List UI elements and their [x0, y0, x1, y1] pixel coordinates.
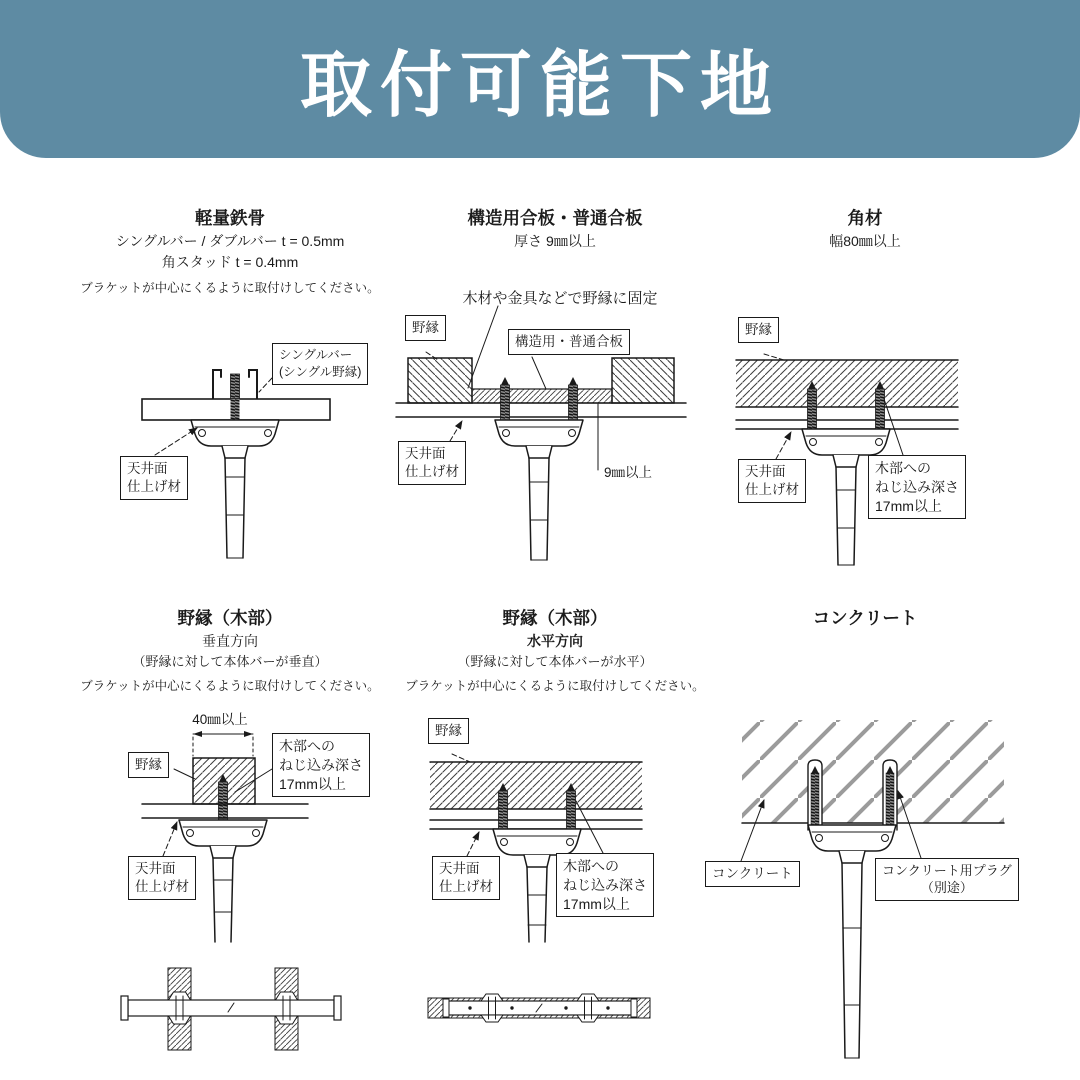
concrete-hatch	[742, 720, 1004, 823]
dimension-40mm: 40㎜以上	[192, 712, 248, 727]
panel-spec: シングルバー / ダブルバー t = 0.5mm	[115, 233, 345, 249]
page-title: 取付可能下地	[299, 46, 780, 126]
hanging-rod	[529, 458, 549, 560]
label-screw-depth: 木部への ねじ込み深さ 17mm以上	[272, 733, 370, 797]
label-concrete: コンクリート	[705, 861, 800, 887]
hanging-rod	[213, 858, 233, 942]
hanging-rod	[225, 458, 245, 558]
panel-direction: 垂直方向	[202, 633, 258, 649]
joist-beam	[430, 762, 642, 809]
hanging-rod	[527, 867, 547, 942]
panel-direction: 水平方向	[527, 633, 583, 649]
body-bar	[446, 1001, 634, 1015]
label-nobuchi: 野縁	[405, 315, 446, 341]
label-ceiling-finish: 天井面 仕上げ材	[398, 441, 466, 485]
panel-title: 軽量鉄骨	[195, 208, 265, 228]
panel-note: ブラケットが中心にくるように取付けしてください。	[80, 281, 380, 295]
label-nobuchi: 野縁	[738, 317, 779, 343]
panel-spec: 幅80㎜以上	[829, 233, 901, 249]
panel-note: ブラケットが中心にくるように取付けしてください。	[405, 679, 705, 693]
label-concrete-plug: コンクリート用プラグ （別途）	[875, 858, 1019, 901]
panel-title: コンクリート	[812, 608, 918, 628]
label-ceiling-finish: 天井面 仕上げ材	[432, 856, 500, 900]
panel-title: 構造用合板・普通合板	[467, 208, 643, 228]
label-plywood: 構造用・普通合板	[508, 329, 630, 355]
panel-title: 野縁（木部）	[502, 608, 608, 628]
panel-spec: 厚さ 9㎜以上	[514, 233, 596, 249]
panel-title: 角材	[847, 208, 883, 228]
label-ceiling-finish: 天井面 仕上げ材	[120, 456, 188, 500]
label-screw-depth: 木部への ねじ込み深さ 17mm以上	[868, 455, 966, 519]
label-ceiling-finish: 天井面 仕上げ材	[738, 459, 806, 503]
panel-spec: 角スタッド t = 0.4mm	[161, 254, 299, 270]
fix-note: 木材や金具などで野縁に固定	[462, 290, 658, 307]
dimension-9mm: 9㎜以上	[604, 465, 653, 480]
label-screw-depth: 木部への ねじ込み深さ 17mm以上	[556, 853, 654, 917]
bottom-view-perpendicular	[121, 968, 341, 1050]
hanging-rod	[842, 863, 862, 1058]
joist-block-left	[408, 358, 472, 403]
panel-direction-note: （野縁に対して本体バーが水平）	[457, 654, 653, 669]
lumber-beam	[736, 360, 958, 407]
joist-block-right	[612, 358, 674, 403]
label-nobuchi: 野縁	[428, 718, 469, 744]
label-nobuchi: 野縁	[128, 752, 169, 778]
panel-direction-note: （野縁に対して本体バーが垂直）	[132, 654, 328, 669]
label-ceiling-finish: 天井面 仕上げ材	[128, 856, 196, 900]
panel-title: 野縁（木部）	[177, 608, 283, 628]
plywood-strip	[472, 389, 612, 403]
bottom-view-parallel	[428, 994, 650, 1022]
panel-note: ブラケットが中心にくるように取付けしてください。	[80, 679, 380, 693]
label-single-bar: シングルバー (シングル野縁)	[272, 343, 368, 385]
hanging-rod	[836, 467, 856, 565]
